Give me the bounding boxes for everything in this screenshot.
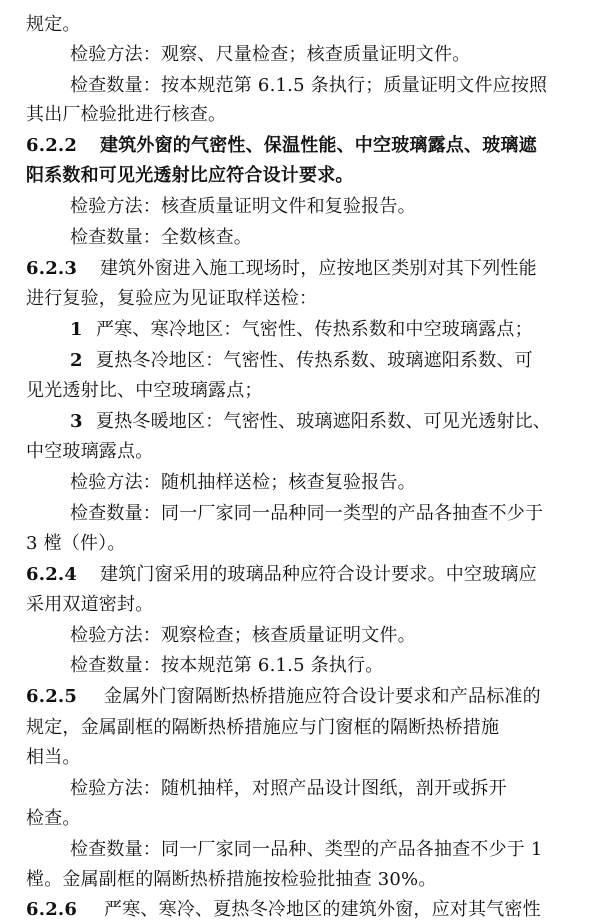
list-number: 3 (70, 411, 83, 432)
clause-number: 6.2.3 (26, 258, 78, 279)
text-line (0, 778, 600, 800)
line-text: 检查数量：同一厂家同一品种、类型的产品各抽查不少于 1 (70, 839, 543, 860)
text-line (0, 717, 600, 739)
list-number: 1 (70, 319, 83, 340)
text-line (0, 747, 600, 769)
line-text: 检查。 (26, 808, 81, 829)
list-item (0, 350, 600, 372)
line-text: 检验方法：随机抽样送检；核查复验报告。 (70, 472, 416, 493)
line-text: 樘。金属副框的隔断热桥措施按检验批抽查 30%。 (26, 869, 437, 890)
clause-number: 6.2.4 (26, 564, 78, 585)
text-line (0, 839, 600, 861)
line-text: 检验方法：核查质量证明文件和复验报告。 (70, 196, 416, 217)
text-line (0, 380, 600, 402)
clause-number: 6.2.5 (26, 686, 78, 707)
line-text: 检验方法：随机抽样，对照产品设计图纸，剖开或拆开 (70, 778, 507, 799)
clause-heading (0, 258, 600, 280)
line-text: 阳系数和可见光透射比应符合设计要求。 (26, 165, 354, 186)
line-text: 检查数量：按本规范第 6.1.5 条执行；质量证明文件应按照 (70, 75, 548, 96)
text-line (0, 655, 600, 677)
line-text: 中空玻璃露点。 (26, 441, 154, 462)
clause-heading (0, 686, 600, 708)
list-item (0, 411, 600, 433)
list-number: 2 (70, 350, 83, 371)
line-text: 检查数量：同一厂家同一品种同一类型的产品各抽查不少于 (70, 503, 544, 524)
text-line (0, 165, 600, 187)
text-line (0, 625, 600, 647)
line-text: 见光透射比、中空玻璃露点； (26, 380, 263, 401)
text-line (0, 533, 600, 555)
text-line (0, 75, 600, 97)
text-line (0, 441, 600, 463)
text-line (0, 869, 600, 891)
line-text: 进行复验，复验应为见证取样送检： (26, 288, 318, 309)
clause-heading (0, 135, 600, 157)
list-text: 夏热冬暖地区：气密性、玻璃遮阳系数、可见光透射比、 (96, 411, 551, 432)
text-line (0, 14, 600, 36)
line-text: 检查数量：全数核查。 (70, 227, 252, 248)
clause-heading (0, 564, 600, 586)
text-line (0, 472, 600, 494)
text-line (0, 503, 600, 525)
text-line (0, 594, 600, 616)
clause-heading (0, 899, 600, 921)
list-item (0, 319, 600, 341)
clause-number: 6.2.2 (26, 135, 78, 156)
clause-text: 金属外门窗隔断热桥措施应符合设计要求和产品标准的 (104, 686, 541, 707)
line-text: 其出厂检验批进行核查。 (26, 104, 227, 125)
clause-text: 建筑门窗采用的玻璃品种应符合设计要求。中空玻璃应 (100, 564, 537, 585)
line-text: 检查数量：按本规范第 6.1.5 条执行。 (70, 655, 384, 676)
text-line (0, 104, 600, 126)
line-text: 采用双道密封。 (26, 594, 154, 615)
line-text: 3 樘（件）。 (26, 533, 126, 554)
text-line (0, 196, 600, 218)
list-text: 严寒、寒冷地区：气密性、传热系数和中空玻璃露点； (96, 319, 533, 340)
line-text: 检验方法：观察、尺量检查；核查质量证明文件。 (70, 44, 471, 65)
clause-number: 6.2.6 (26, 899, 78, 920)
line-text: 规定。 (26, 14, 81, 35)
line-text: 检验方法：观察检查；核查质量证明文件。 (70, 625, 416, 646)
list-text: 夏热冬冷地区：气密性、传热系数、玻璃遮阳系数、可 (96, 350, 533, 371)
clause-text: 严寒、寒冷、夏热冬冷地区的建筑外窗，应对其气密性 (104, 899, 541, 920)
line-text: 相当。 (26, 747, 81, 768)
clause-text: 建筑外窗进入施工现场时，应按地区类别对其下列性能 (100, 258, 537, 279)
text-line (0, 44, 600, 66)
text-line (0, 808, 600, 830)
text-line (0, 288, 600, 310)
line-text: 规定，金属副框的隔断热桥措施应与门窗框的隔断热桥措施 (26, 717, 500, 738)
text-line (0, 227, 600, 249)
clause-text: 建筑外窗的气密性、保温性能、中空玻璃露点、玻璃遮 (100, 135, 537, 156)
